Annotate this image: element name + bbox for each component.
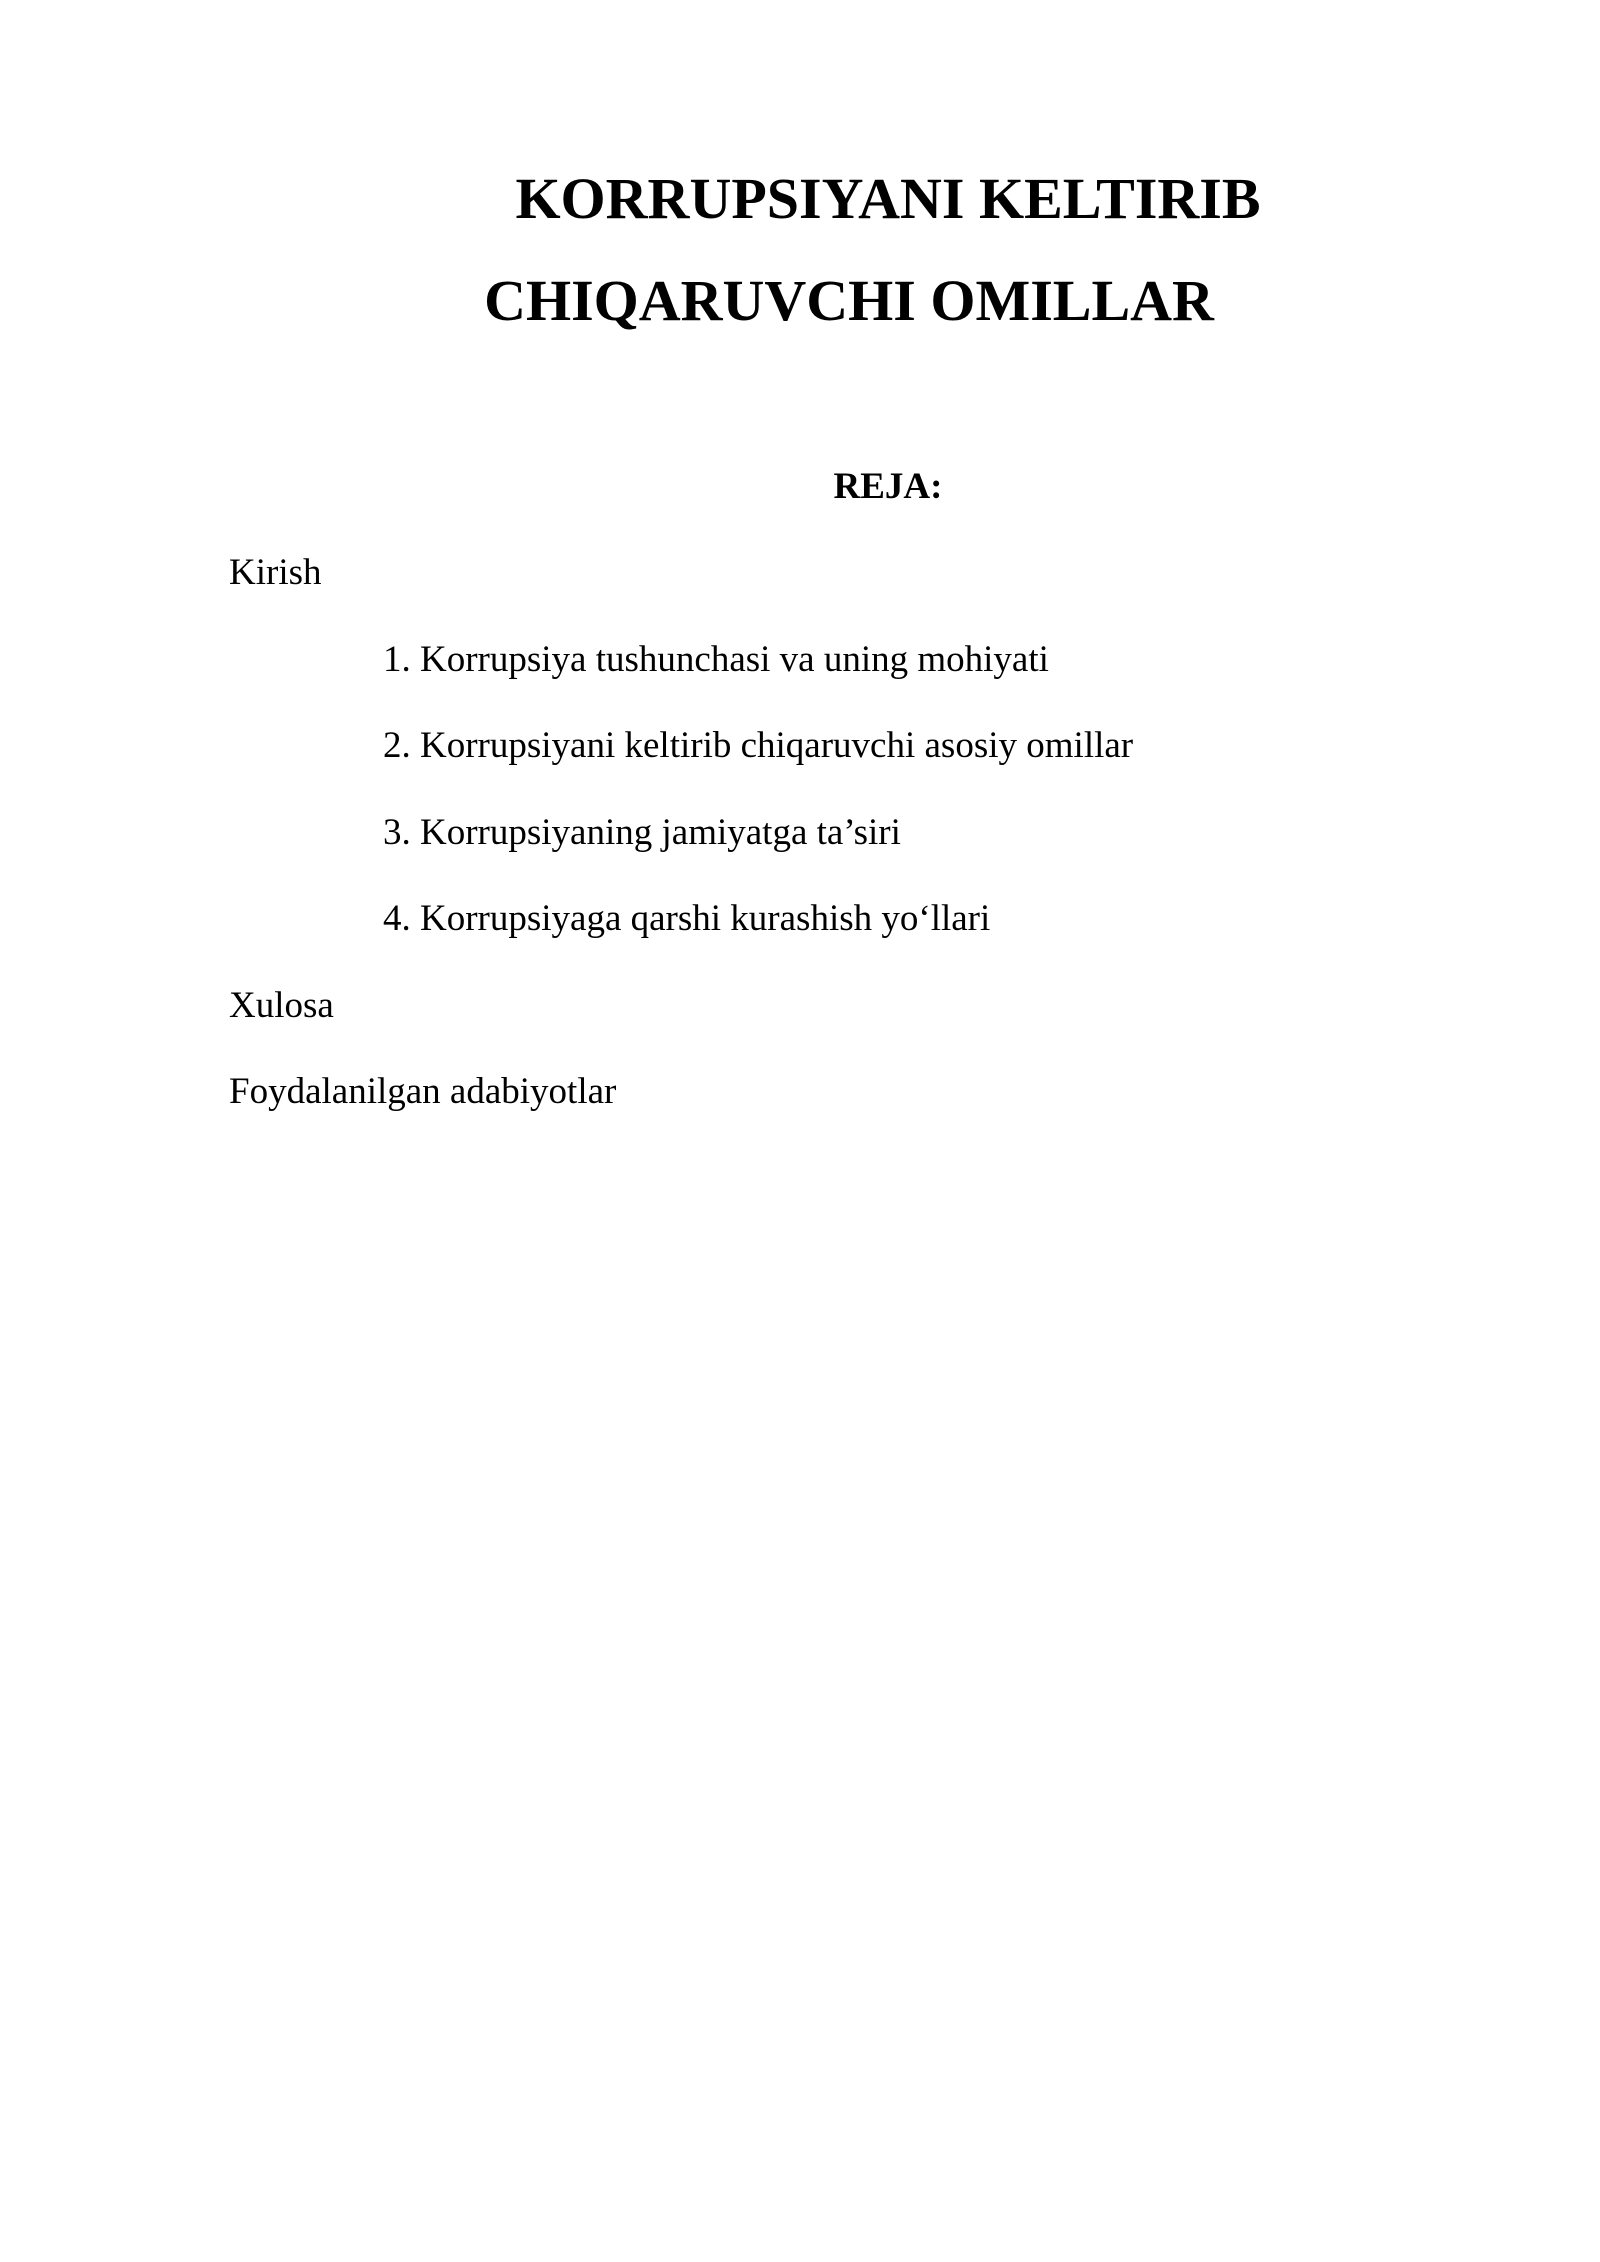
plan-conclusion: Xulosa <box>229 984 334 1026</box>
plan-list <box>229 548 1133 1154</box>
plan-item-2: 2. Korrupsiyani keltirib chiqaruvchi asosiy omillar <box>383 725 1134 766</box>
plan-heading: REJA: <box>833 466 943 507</box>
plan-item-3: 3. Korrupsiyaning jamiyatga ta’siri <box>383 811 901 853</box>
plan-references: Foydalanilgan adabiyotlar <box>229 1071 617 1112</box>
plan-intro: Kirish <box>229 552 322 593</box>
title-line-2: CHIQARUVCHI OMILLAR <box>484 268 1214 333</box>
title-line-1: KORRUPSIYANI KELTIRIB <box>515 166 1261 231</box>
plan-item-4: 4. Korrupsiyaga qarshi kurashish yo‘llari <box>383 898 991 939</box>
document-title <box>0 148 1600 352</box>
plan-item-1: 1. Korrupsiya tushunchasi va uning mohiyati <box>383 638 1049 680</box>
